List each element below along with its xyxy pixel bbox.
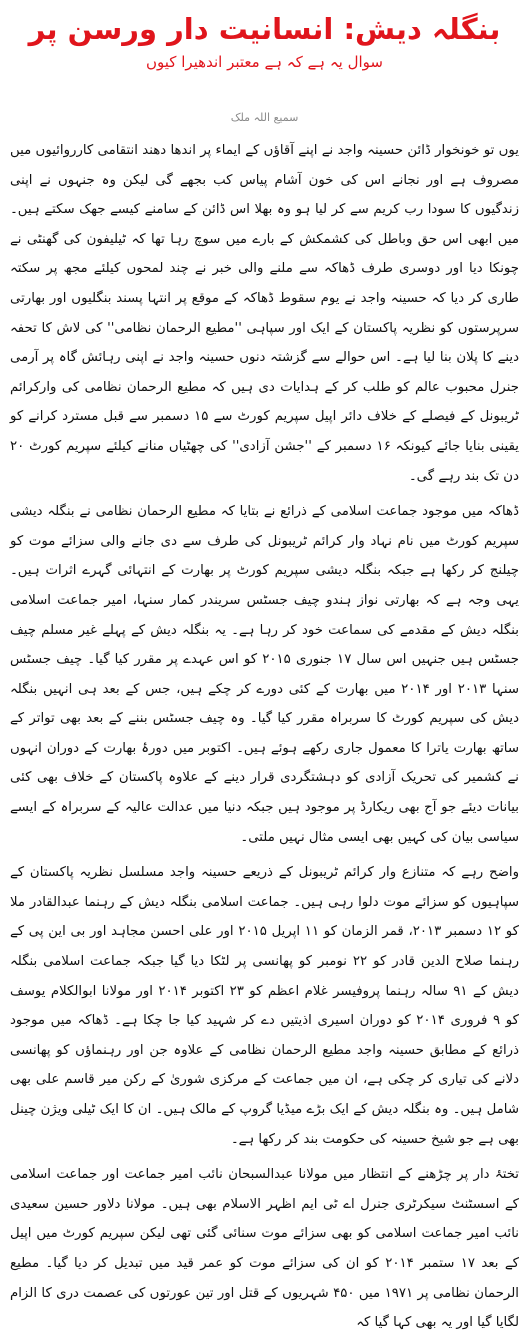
- subheadline: سوال یہ ہے کہ ہے معتبر اندھیرا کیوں: [146, 53, 383, 71]
- article-paragraph-1: یوں تو خونخوار ڈائن حسینہ واجد نے اپنے آقاؤں کے ایماء پر اندھا دھند انتقامی کارروائیوں میں مصروف ہے اور نجانے اس کی خون آشام پیاس کب بجھے گی لیکن وہ جنہوں نے اپنی زندگیوں کا سودا رب کریم سے کر لیا ہو وہ بھلا اس ڈائن کے سامنے کیسے جھک سکتے ہیں۔ میں ابھی اس حق وباطل کی کشمکش کے بارے میں سوچ رہا تھا کہ ٹیلیفون کی گھنٹی نے چونکا دیا اور دوسری طرف ڈھاکہ سے ملنے والی خبر نے چند لمحوں کیلئے مجھ پر سکتہ طاری کر دیا کہ حسینہ واجد نے یوم سقوط ڈھاکہ کے موقع پر انتہا پسند بنگلیوں اور بھارتی سرپرستوں کو نظریہ پاکستان کے ایک اور سپاہی ''مطیع الرحمان نظامی'' کی لاش کا تحفہ دینے کا پلان بنا لیا ہے۔ اس حوالے سے گزشتہ دنوں حسینہ واجد نے اپنی رہائش گاہ پر آرمی جنرل محبوب عالم کو طلب کر کے ہدایات دی ہیں کہ مطیع الرحمان نظامی کی وارکرائم ٹریبونل کے فیصلے کے خلاف دائر اپیل سپریم کورٹ سے ۱۵ دسمبر سے قبل مسترد کرانے کو یقینی بنایا جائے کیونکہ ۱۶ دسمبر کے ''جشن آزادی'' کی چھٹیاں منانے کیلئے سپریم کورٹ ۲۰ دن تک بند رہے گی۔: [10, 143, 519, 484]
- headline: بنگلہ دیش: انسانیت دار ورسن پر: [28, 12, 501, 46]
- article-paragraph-4: تختۂ دار پر چڑھنے کے انتظار میں مولانا عبدالسبحان نائب امیر جماعت اور جماعت اسلامی کے اسسٹنٹ سیکرٹری جنرل اے ٹی ایم اظہر الاسلام بھی ہیں۔ مولانا دلاور حسین سعیدی نائب امیر جماعت اسلامی کو بھی سزائے موت سنائی گئی تھی لیکن سپریم کورٹ میں اپیل کے بعد ۱۷ ستمبر ۲۰۱۴ کو ان کی سزائے موت کو عمر قید میں تبدیل کر دیا گیا۔ مطیع الرحمان نظامی پر ۱۹۷۱ میں ۴۵۰ شہریوں کے قتل اور تین عورتوں کی عصمت دری کا الزام لگایا گیا اور یہ بھی کہا گیا کہ: [10, 1167, 520, 1331]
- article-paragraph-3: واضح رہے کہ متنازع وار کرائم ٹریبونل کے ذریعے حسینہ واجد مسلسل نظریہ پاکستان کے سپاہیوں کو سزائے موت دلوا رہی ہیں۔ جماعت اسلامی بنگلہ دیش کے رہنما عبدالقادر ملا کو ۱۲ دسمبر ۲۰۱۳، قمر الزمان کو ۱۱ اپریل ۲۰۱۵ اور علی احسن مجاہد اور بی این پی کے رہنما صلاح الدین قادر کو ۲۲ نومبر کو پھانسی پر لٹکا دیا گیا جبکہ جماعت اسلامی بنگلہ دیش کے ۹۱ سالہ رہنما پروفیسر غلام اعظم کو ۲۳ اکتوبر ۲۰۱۴ اور مولانا ابوالکلام یوسف کو ۹ فروری ۲۰۱۴ کو دوران اسیری اذیتیں دے کر شہید کیا جا چکا ہے۔ ڈھاکہ میں موجود ذرائع کے مطابق حسینہ واجد مطیع الرحمان نظامی کے علاوہ جن اور رہنماؤں کو پھانسی دلانے کی تیاری کر چکی ہے، ان میں جماعت کے مرکزی شوریٰ کے رکن میر قاسم علی بھی شامل ہیں۔ وہ بنگلہ دیش کے ایک بڑے میڈیا گروپ کے مالک ہیں۔ ان کا ایک ٹیلی ویژن چینل بھی ہے جو شیخ حسینہ کی حکومت بند کر رکھا ہے۔: [10, 865, 519, 1147]
- article-paragraph-2: ڈھاکہ میں موجود جماعت اسلامی کے ذرائع نے بتایا کہ مطیع الرحمان نظامی نے بنگلہ دیشی سپریم کورٹ میں نام نہاد وار کرائم ٹریبونل کی طرف سے دی جانے والی سزائے موت کو چیلنج کر رکھا ہے جبکہ بنگلہ دیشی سپریم کورٹ پر بھارت کے انتہائی گہرے اثرات ہیں۔ یہی وجہ ہے کہ بھارتی نواز ہندو چیف جسٹس سریندر کمار سنہا، امیر جماعت اسلامی بنگلہ دیش کے مقدمے کی سماعت خود کر رہا ہے۔ یہ بنگلہ دیش کے پہلے غیر مسلم چیف جسٹس ہیں جنہیں اس سال ۱۷ جنوری ۲۰۱۵ کو اس عہدے پر مقرر کیا گیا۔ چیف جسٹس سنہا ۲۰۱۳ اور ۲۰۱۴ میں بھارت کے کئی دورے کر چکے ہیں، جس کے بعد ہی انہیں بنگلہ دیش کی سپریم کورٹ کا سربراہ مقرر کیا گیا۔ وہ چیف جسٹس بننے کے بعد بھی تواتر کے ساتھ بھارت یاترا کا معمول جاری رکھے ہوئے ہیں۔ اکتوبر میں دورۂ بھارت کے دوران انہوں نے کشمیر کی تحریک آزادی کو دہشتگردی قرار دینے کے علاوہ پاکستان کے خلاف بھی کئی بیانات دیئے جو آج بھی ریکارڈ پر موجود ہیں جبکہ دنیا میں عدالت عالیہ کے سربراہ کے ایسے سیاسی بیان کی کہیں بھی ایسی مثال نہیں ملتی۔: [10, 504, 519, 845]
- article-body: [10, 136, 519, 1338]
- author-byline: سمیع اللہ ملک: [230, 111, 299, 124]
